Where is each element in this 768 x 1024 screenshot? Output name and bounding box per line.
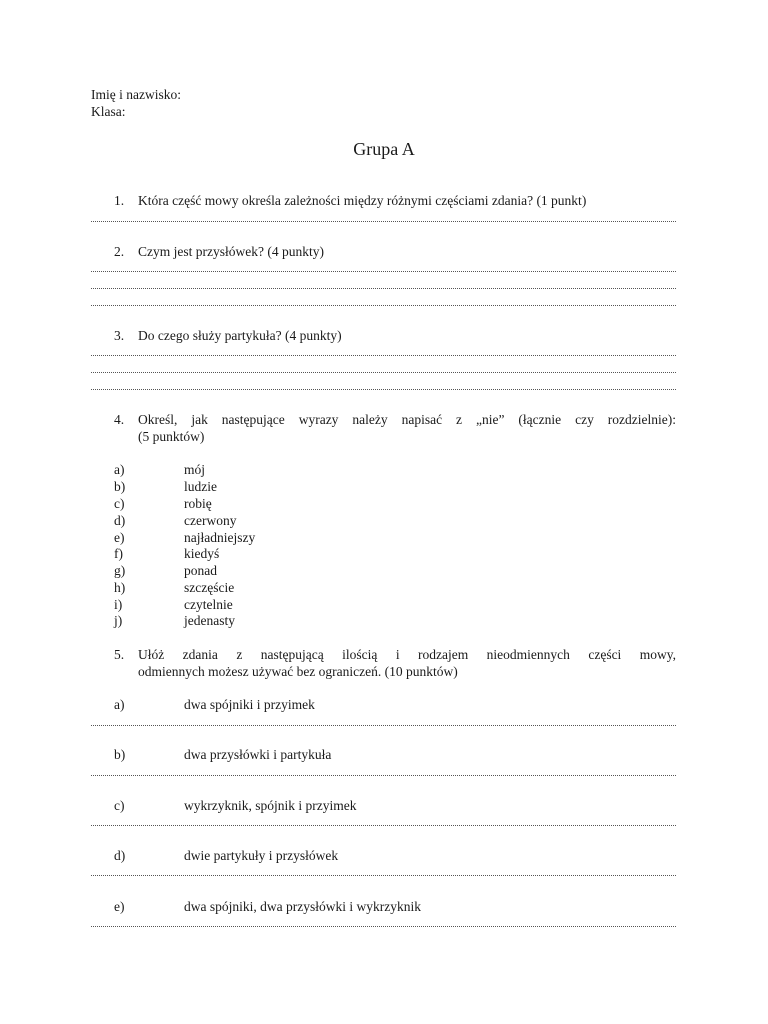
item-letter: d) (114, 848, 126, 863)
answer-line (91, 389, 676, 390)
item-letter: i) (114, 597, 123, 612)
item-letter: f) (114, 546, 123, 561)
answer-line (91, 305, 676, 306)
answer-line (91, 288, 676, 289)
item-letter: g) (114, 563, 126, 578)
item-word: czerwony (184, 513, 237, 528)
class-label: Klasa: (91, 104, 126, 119)
question-text-line-2: (5 punktów) (138, 429, 205, 444)
question-1 (91, 192, 676, 209)
question-number: 3. (114, 328, 125, 343)
item-word: dwa spójniki i przyimek (184, 697, 315, 712)
item-letter: b) (114, 479, 126, 494)
answer-line (91, 926, 676, 927)
item-word: dwie partykuły i przysłówek (184, 848, 339, 863)
item-word: czytelnie (184, 597, 233, 612)
answer-line (91, 875, 676, 876)
item-word: dwa spójniki, dwa przysłówki i wykrzyknik (184, 899, 421, 914)
item-letter: c) (114, 798, 125, 813)
question-5 (91, 646, 676, 680)
item-word: dwa przysłówki i partykuła (184, 747, 332, 762)
item-letter: a) (114, 697, 125, 712)
question-text-line-1: Ułóż zdania z następującą ilością i rodzajem nieodmiennych części mowy, (138, 647, 676, 662)
item-word: robię (184, 496, 212, 511)
question-text: Która część mowy określa zależności między różnymi częściami zdania? (1 punkt) (138, 193, 587, 208)
item-word: ponad (184, 563, 217, 578)
question-number: 5. (114, 647, 125, 662)
item-word: kiedyś (184, 546, 220, 561)
item-word: szczęście (184, 580, 235, 595)
answer-line (91, 775, 676, 776)
item-letter: e) (114, 899, 125, 914)
item-letter: e) (114, 530, 125, 545)
answer-line (91, 355, 676, 356)
question-3 (91, 327, 676, 344)
question-number: 4. (114, 412, 125, 427)
item-letter: j) (114, 613, 123, 628)
question-text: Do czego służy partykuła? (4 punkty) (138, 328, 342, 343)
item-letter: b) (114, 747, 126, 762)
question-number: 2. (114, 244, 125, 259)
item-letter: a) (114, 462, 125, 477)
page-title: Grupa A (353, 139, 415, 159)
question-text-line-1: Określ, jak następujące wyrazy należy napisać z „nie” (łącznie czy rozdzielnie): (138, 412, 676, 427)
item-letter: h) (114, 580, 126, 595)
answer-line (91, 372, 676, 373)
answer-line (91, 825, 676, 826)
item-letter: c) (114, 496, 125, 511)
item-word: najładniejszy (184, 530, 256, 545)
question-text-line-2: odmiennych możesz używać bez ograniczeń. (10 punktów) (138, 664, 458, 679)
question-2 (91, 243, 676, 260)
item-word: wykrzyknik, spójnik i przyimek (184, 798, 357, 813)
answer-line (91, 221, 676, 222)
item-word: jedenasty (184, 613, 235, 628)
name-label: Imię i nazwisko: (91, 87, 181, 102)
item-word: ludzie (184, 479, 217, 494)
answer-line (91, 725, 676, 726)
answer-line (91, 271, 676, 272)
question-number: 1. (114, 193, 125, 208)
question-text: Czym jest przysłówek? (4 punkty) (138, 244, 324, 259)
item-word: mój (184, 462, 206, 477)
question-4 (91, 411, 676, 445)
item-letter: d) (114, 513, 126, 528)
